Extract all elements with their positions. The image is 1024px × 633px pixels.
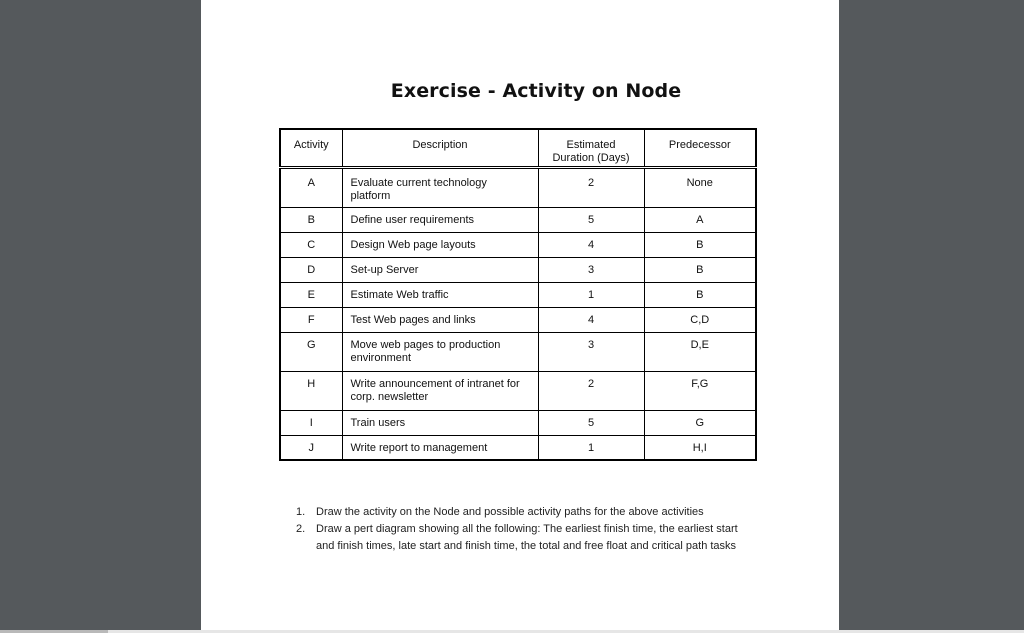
cell-activity: F xyxy=(280,307,342,332)
header-duration xyxy=(538,129,644,167)
page-title: Exercise - Activity on Node xyxy=(390,80,682,102)
cell-duration: 2 xyxy=(538,167,644,207)
cell-description xyxy=(342,371,538,410)
cell-activity: A xyxy=(280,167,342,207)
cell-description xyxy=(342,332,538,371)
cell-duration: 2 xyxy=(538,371,644,410)
cell-activity: H xyxy=(280,371,342,410)
question-text: Draw a pert diagram showing all the following: The earliest finish time, the earliest start and finish times, late start and finish time, the total and free float and critical path tasks xyxy=(316,523,738,552)
header-activity: Activity xyxy=(280,129,342,167)
cell-predecessor: H,I xyxy=(644,435,756,460)
list-item xyxy=(296,521,746,555)
cell-activity: C xyxy=(280,232,342,257)
cell-description: Test Web pages and links xyxy=(342,307,538,332)
cell-duration: 3 xyxy=(538,332,644,371)
cell-duration: 4 xyxy=(538,232,644,257)
cell-description: Design Web page layouts xyxy=(342,232,538,257)
cell-predecessor: F,G xyxy=(644,371,756,410)
list-item xyxy=(296,504,746,521)
cell-duration: 1 xyxy=(538,435,644,460)
table-row xyxy=(280,371,756,410)
table-row xyxy=(280,307,756,332)
table-header-row xyxy=(280,129,756,167)
table-row xyxy=(280,332,756,371)
cell-predecessor: None xyxy=(644,167,756,207)
table-row xyxy=(280,435,756,460)
cell-description: Train users xyxy=(342,410,538,435)
cell-description-text: Write announcement of intranet for corp. newsletter xyxy=(350,377,520,403)
cell-duration: 4 xyxy=(538,307,644,332)
cell-activity: D xyxy=(280,257,342,282)
cell-predecessor: A xyxy=(644,207,756,232)
cell-description: Set-up Server xyxy=(342,257,538,282)
table-row xyxy=(280,232,756,257)
cell-description: Write report to management xyxy=(342,435,538,460)
cell-duration: 3 xyxy=(538,257,644,282)
cell-duration: 1 xyxy=(538,282,644,307)
table-row xyxy=(280,410,756,435)
cell-description xyxy=(342,167,538,207)
cell-duration: 5 xyxy=(538,207,644,232)
cell-predecessor: B xyxy=(644,232,756,257)
header-predecessor: Predecessor xyxy=(644,129,756,167)
header-duration-label: Estimated Duration (Days) xyxy=(552,139,630,164)
table-row xyxy=(280,167,756,207)
cell-activity: J xyxy=(280,435,342,460)
cell-activity: E xyxy=(280,282,342,307)
cell-duration: 5 xyxy=(538,410,644,435)
cell-predecessor: C,D xyxy=(644,307,756,332)
table-row xyxy=(280,282,756,307)
question-text: Draw the activity on the Node and possible activity paths for the above activities xyxy=(316,506,704,518)
cell-description: Define user requirements xyxy=(342,207,538,232)
cell-description-text: Move web pages to production environment xyxy=(350,338,501,364)
activity-table xyxy=(279,128,757,461)
cell-predecessor: G xyxy=(644,410,756,435)
cell-predecessor: B xyxy=(644,282,756,307)
question-number: 1. xyxy=(296,506,306,518)
table-row xyxy=(280,257,756,282)
cell-activity: G xyxy=(280,332,342,371)
cell-description-text: Evaluate current technology platform xyxy=(350,176,487,202)
cell-description: Estimate Web traffic xyxy=(342,282,538,307)
question-number: 2. xyxy=(296,523,306,535)
cell-predecessor: D,E xyxy=(644,332,756,371)
question-list xyxy=(296,504,746,555)
cell-activity: B xyxy=(280,207,342,232)
header-description: Description xyxy=(342,129,538,167)
cell-predecessor: B xyxy=(644,257,756,282)
cell-activity: I xyxy=(280,410,342,435)
table-row xyxy=(280,207,756,232)
document-page xyxy=(201,0,839,633)
